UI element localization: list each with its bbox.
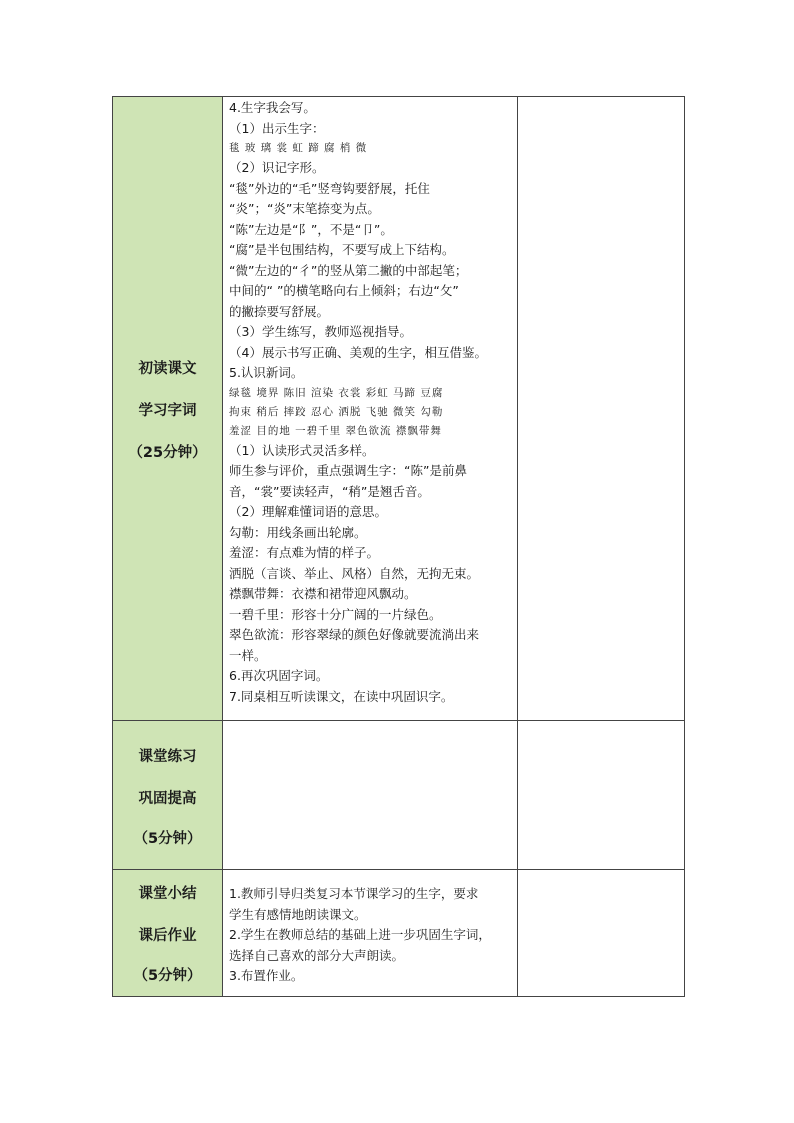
content-line: 洒脱（言谈、举止、风格）自然，无拘无束。 xyxy=(229,565,480,581)
content-line: 5.认识新词。 xyxy=(229,365,304,380)
section-duration: （5分钟） xyxy=(133,968,202,984)
content-line: “陈”左边是“阝”，不是“卩”。 xyxy=(229,221,393,237)
content-text xyxy=(229,98,515,707)
content-line: “毯”外边的“毛”竖弯钩要舒展，托住 xyxy=(229,180,430,196)
content-line: （3）学生练写，教师巡视指导。 xyxy=(229,324,412,339)
section-label-line: 初读课文 xyxy=(138,361,197,377)
section-label-line: 课堂练习 xyxy=(138,749,197,765)
content-line: 一样。 xyxy=(229,647,267,663)
content-line: “微”左边的“彳”的竖从第二撇的中部起笔； xyxy=(229,262,468,278)
word-list: 绿毯 境界 陈旧 渲染 衣裳 彩虹 马蹄 豆腐 xyxy=(229,386,444,399)
content-line: 6.再次巩固字词。 xyxy=(229,668,329,683)
notes-cell xyxy=(517,869,685,997)
content-line: “炎”；“炎”末笔捺变为点。 xyxy=(229,201,380,216)
content-line: （4）展示书写正确、美观的生字，相互借鉴。 xyxy=(229,344,487,360)
content-line: 中间的“ ”的横笔略向右上倾斜；右边“攵” xyxy=(229,283,459,298)
content-cell xyxy=(222,869,518,997)
content-line: 羞涩：有点难为情的样子。 xyxy=(229,545,380,560)
section-duration: （25分钟） xyxy=(128,445,207,461)
content-line: “腐”是半包围结构，不要写成上下结构。 xyxy=(229,242,455,257)
content-line: 1.教师引导归类复习本节课学习的生字，要求 xyxy=(229,886,479,901)
section-label-line: 学习字词 xyxy=(138,403,197,419)
content-line: （1）认读形式灵活多样。 xyxy=(229,442,375,458)
content-cell xyxy=(222,720,518,870)
content-line: （2）理解难懂词语的意思。 xyxy=(229,504,387,519)
character-list: 毯 玻 璃 裳 虹 蹄 腐 梢 微 xyxy=(229,142,368,154)
content-text xyxy=(229,884,515,987)
section-label-line: 课堂小结 xyxy=(138,886,197,902)
content-line: 师生参与评价，重点强调生字：“陈”是前鼻 xyxy=(229,463,467,478)
table-row xyxy=(112,720,685,870)
content-line: 7.同桌相互听读课文，在读中巩固识字。 xyxy=(229,688,454,704)
notes-cell xyxy=(517,720,685,870)
content-line: 勾勒：用线条画出轮廓。 xyxy=(229,524,367,540)
content-line: 4.生字我会写。 xyxy=(229,100,316,115)
section-label-cell xyxy=(112,720,223,870)
table-row xyxy=(112,96,685,721)
content-line: 的撇捺要写舒展。 xyxy=(229,303,330,319)
section-label-line: 巩固提高 xyxy=(138,791,197,807)
content-line: 3.布置作业。 xyxy=(229,968,304,983)
section-duration: （5分钟） xyxy=(133,831,202,847)
content-cell xyxy=(222,96,518,721)
content-line: 选择自己喜欢的部分大声朗读。 xyxy=(229,947,405,963)
content-line: 翠色欲流：形容翠绿的颜色好像就要流淌出来 xyxy=(229,627,480,642)
content-line: 音，“裳”要读轻声，“稍”是翘舌音。 xyxy=(229,483,430,499)
content-line: 学生有感情地朗读课文。 xyxy=(229,906,367,922)
notes-cell xyxy=(517,96,685,721)
section-label-line: 课后作业 xyxy=(138,928,197,944)
word-list: 羞涩 目的地 一碧千里 翠色欲流 襟飘带舞 xyxy=(229,424,442,437)
content-line: （2）识记字形。 xyxy=(229,160,325,175)
content-line: （1）出示生字： xyxy=(229,120,325,136)
content-line: 襟飘带舞：衣襟和裙带迎风飘动。 xyxy=(229,586,417,601)
section-label-cell xyxy=(112,869,223,997)
content-line: 一碧千里：形容十分广阔的一片绿色。 xyxy=(229,606,442,622)
table-row xyxy=(112,869,685,997)
word-list: 拘束 稍后 摔跤 忍心 洒脱 飞驰 微笑 勾勒 xyxy=(229,405,444,418)
section-label-cell xyxy=(112,96,223,721)
content-line: 2.学生在教师总结的基础上进一步巩固生字词， xyxy=(229,927,491,942)
